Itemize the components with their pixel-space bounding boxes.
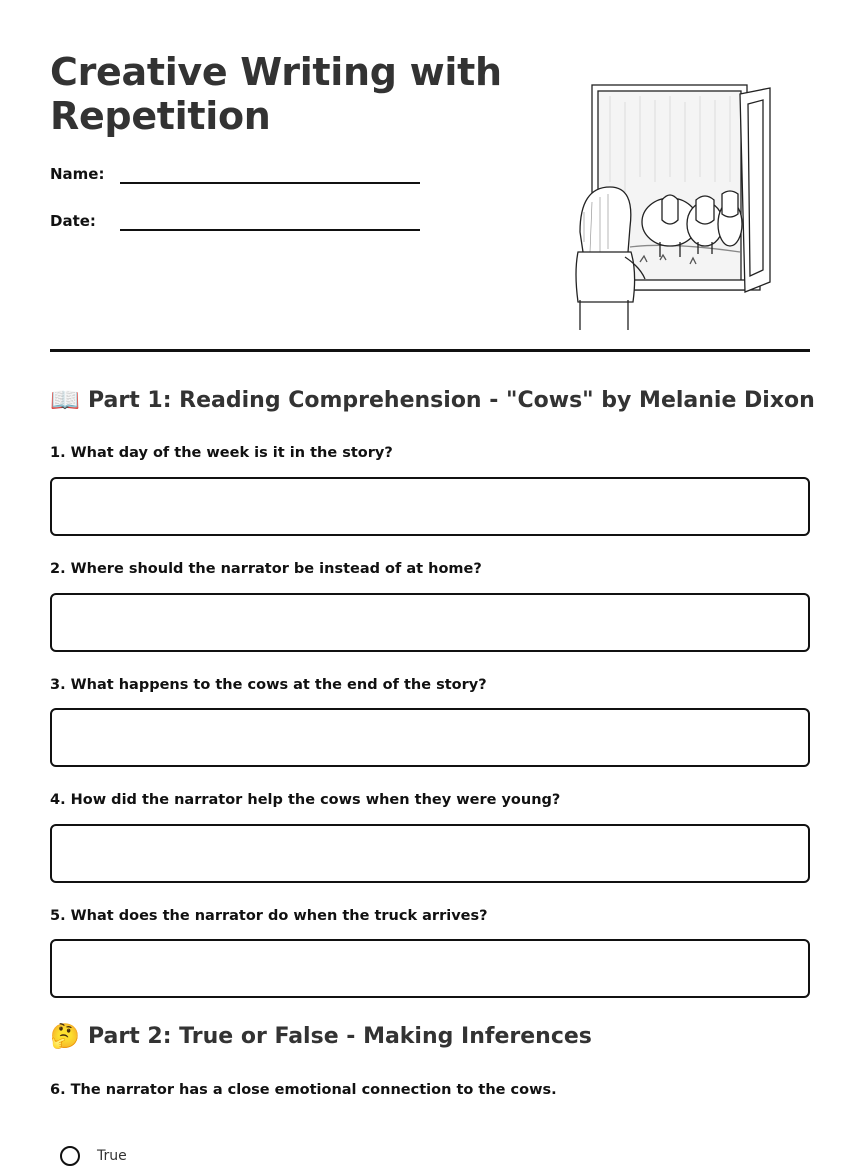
answer-box-2[interactable] [50, 593, 810, 652]
answer-box-3[interactable] [50, 708, 810, 767]
girl-at-window-illustration [570, 82, 775, 332]
part2-title: Part 2: True or False - Making Inferences [88, 1023, 592, 1049]
part1-heading [50, 386, 815, 414]
date-label: Date: [50, 212, 96, 230]
name-label: Name: [50, 165, 105, 183]
option-true-label: True [97, 1148, 127, 1164]
question-2-label: 2. Where should the narrator be instead of at home? [50, 561, 482, 577]
thinking-face-icon: 🤔 [50, 1022, 80, 1050]
question-4-label: 4. How did the narrator help the cows when they were young? [50, 792, 561, 808]
question-5-label: 5. What does the narrator do when the truck arrives? [50, 908, 488, 924]
part1-title: Part 1: Reading Comprehension - "Cows" by Melanie Dixon [88, 387, 815, 413]
answer-box-5[interactable] [50, 939, 810, 998]
worksheet-page [50, 0, 815, 1164]
open-book-icon: 📖 [50, 386, 80, 414]
radio-button-true[interactable] [60, 1146, 80, 1166]
name-input-line[interactable] [120, 182, 420, 184]
answer-box-1[interactable] [50, 477, 810, 536]
answer-box-4[interactable] [50, 824, 810, 883]
question-1-label: 1. What day of the week is it in the story? [50, 445, 393, 461]
date-field [50, 212, 420, 231]
page-title: Creative Writing with Repetition [50, 50, 502, 138]
part2-heading [50, 1022, 592, 1050]
date-input-line[interactable] [120, 229, 420, 231]
worksheet-header [50, 0, 810, 352]
option-true[interactable] [60, 1146, 127, 1166]
question-3-label: 3. What happens to the cows at the end of the story? [50, 677, 487, 693]
name-field [50, 165, 420, 184]
question-6-label: 6. The narrator has a close emotional connection to the cows. [50, 1082, 557, 1098]
